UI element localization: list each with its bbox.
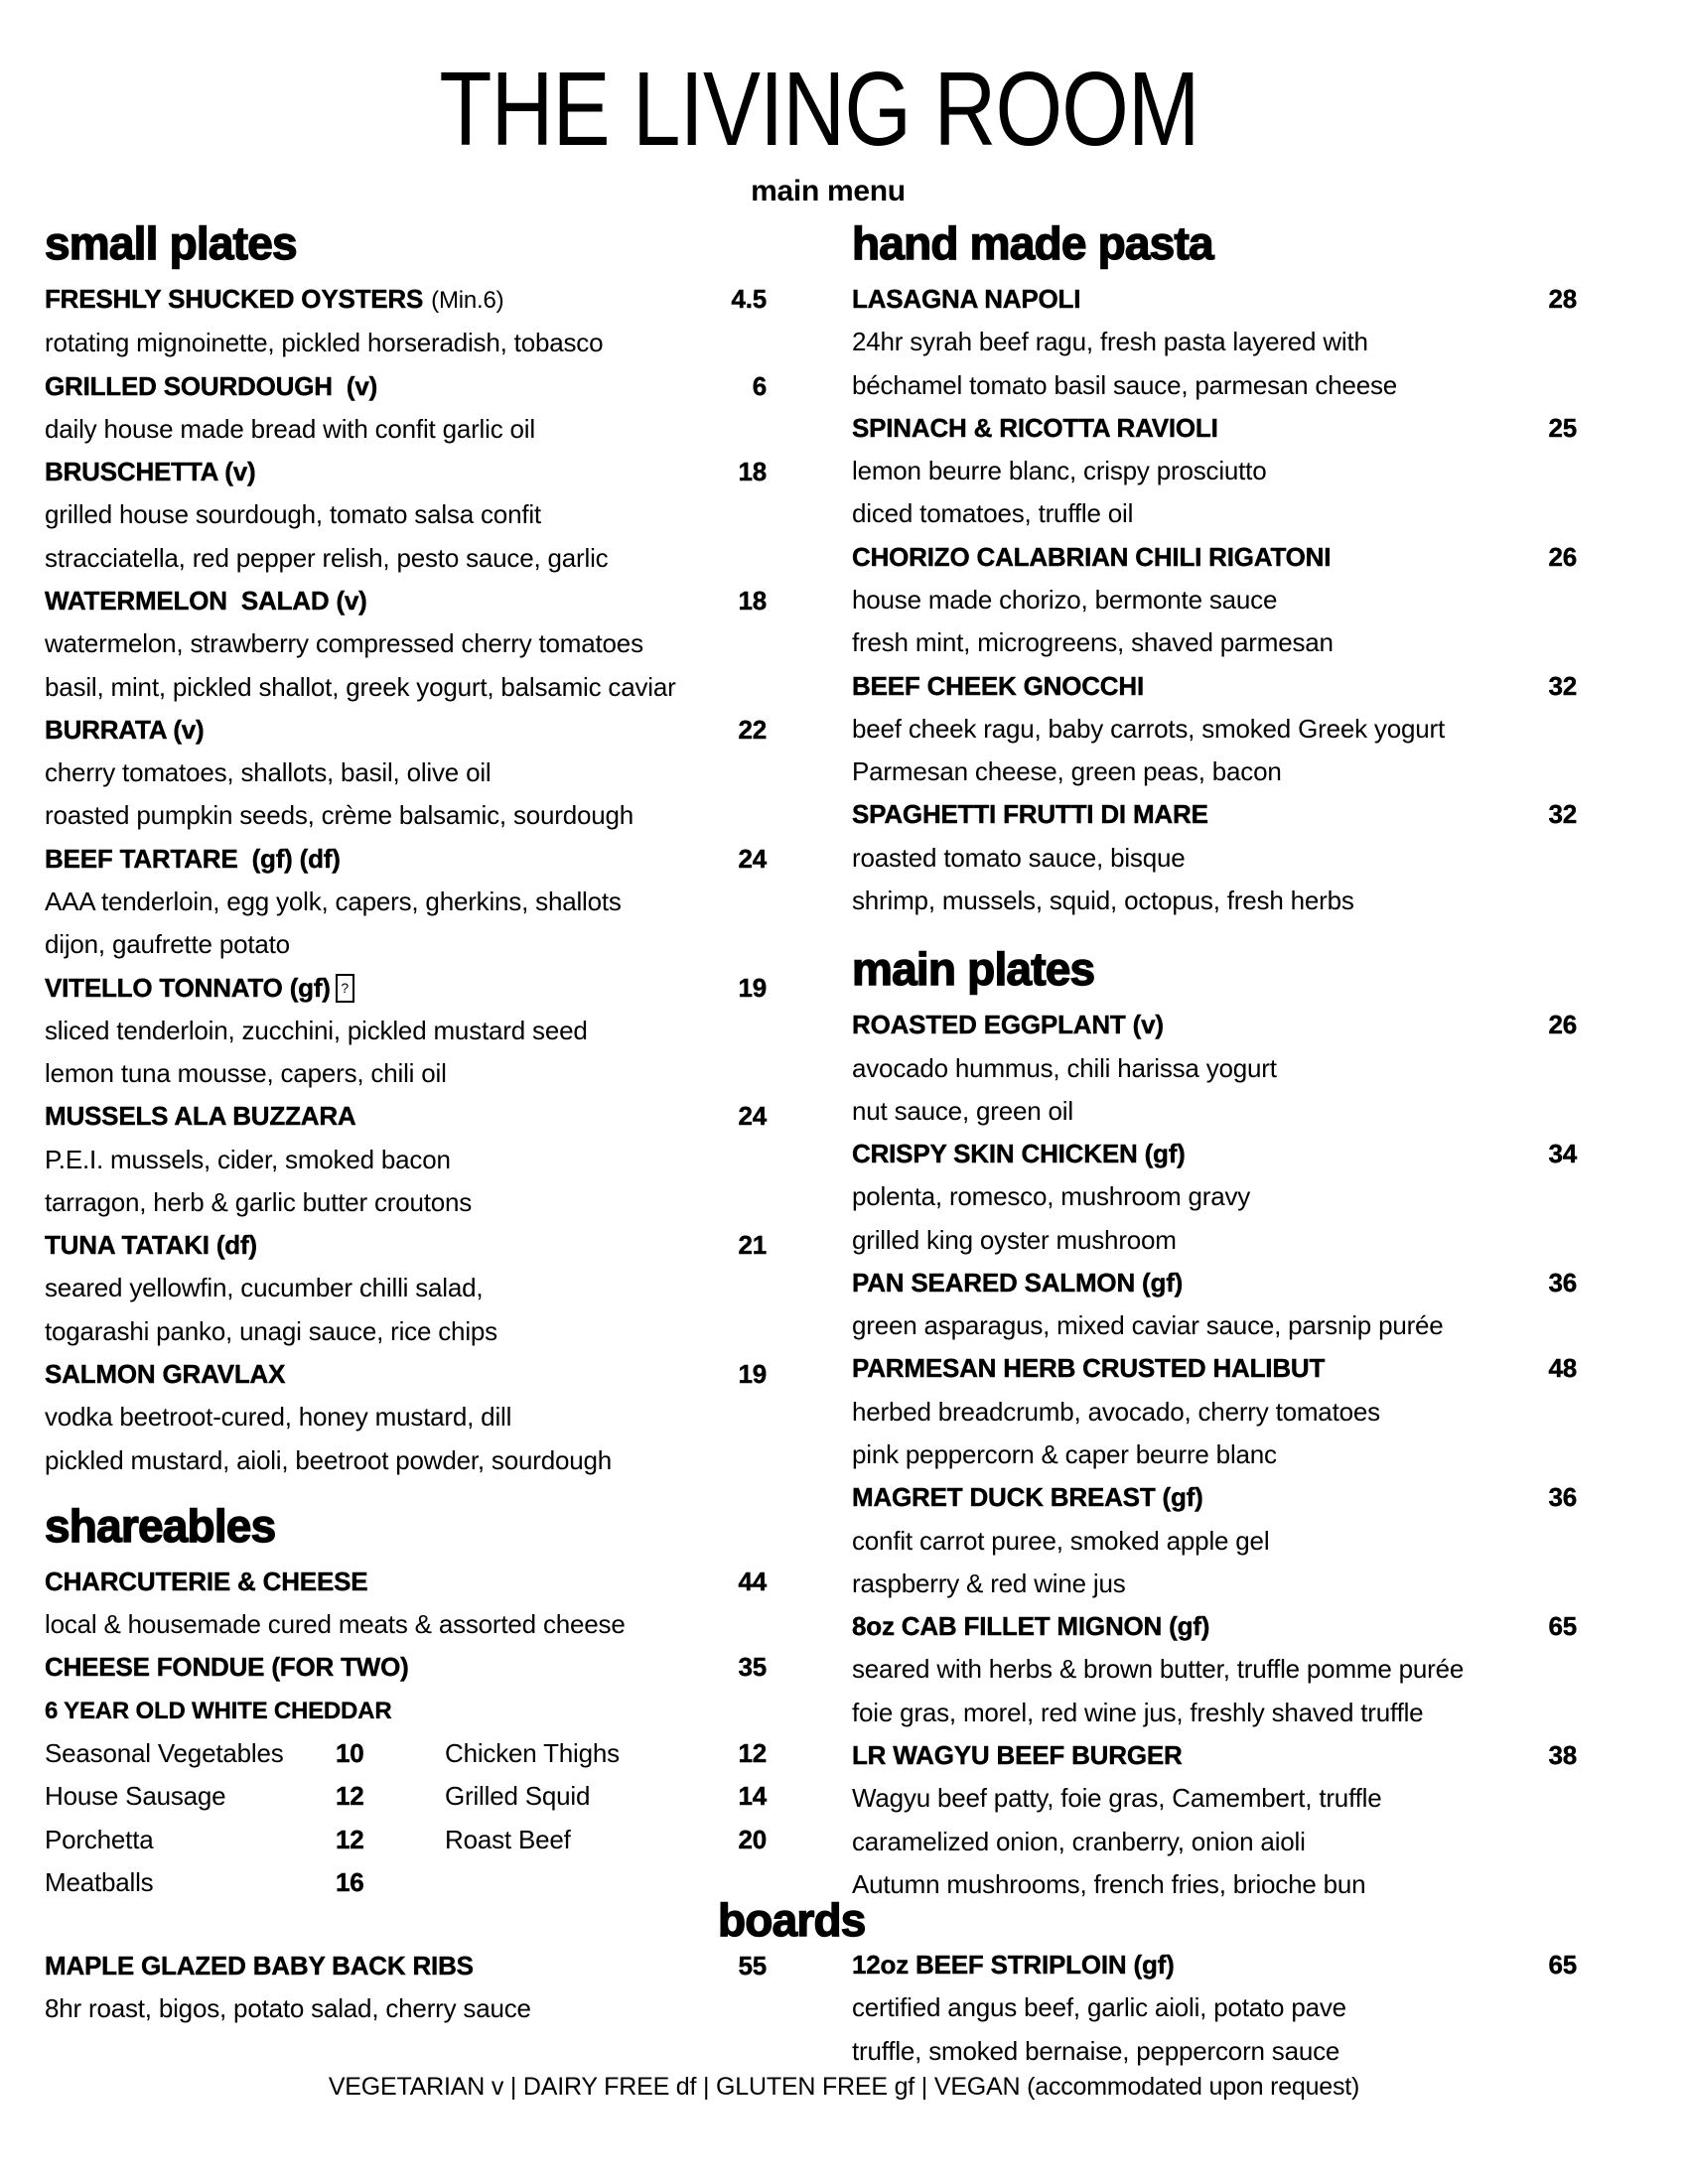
- item-price: 36: [1548, 1267, 1577, 1297]
- addons-row: [45, 1861, 767, 1904]
- item-description: nut sauce, green oil: [852, 1095, 1073, 1126]
- dietary-legend: VEGETARIAN v | DAIRY FREE df | GLUTEN FREE gf | VEGAN (accommodated upon request): [328, 2073, 1360, 2101]
- item-description: vodka beetroot-cured, honey mustard, dill: [45, 1402, 512, 1433]
- item-price: 65: [1548, 1950, 1577, 1980]
- item-name: BEEF CHEEK GNOCCHI: [852, 670, 1144, 701]
- addon-price: 16: [336, 1866, 364, 1897]
- addon-price: 20: [738, 1824, 767, 1854]
- item-description: stracciatella, red pepper relish, pesto sauce, garlic: [45, 542, 609, 573]
- item-price: 34: [1548, 1139, 1577, 1169]
- item-description: P.E.I. mussels, cider, smoked bacon: [45, 1144, 451, 1174]
- item-name: ROASTED EGGPLANT (v): [852, 1010, 1164, 1040]
- missing-glyph-box: ?: [336, 974, 354, 1003]
- item-name-group: [45, 1646, 409, 1689]
- section-heading-hand-made-pasta: hand made pasta: [852, 217, 1213, 269]
- item-description: cherry tomatoes, shallots, basil, olive oil: [45, 757, 492, 788]
- item-price: 35: [738, 1652, 767, 1683]
- item-name: GRILLED SOURDOUGH (v): [45, 370, 378, 401]
- item-description: local & housemade cured meats & assorted cheese: [45, 1609, 626, 1640]
- item-name: SPINACH & RICOTTA RAVIOLI: [852, 412, 1218, 443]
- item-description: grilled house sourdough, tomato salsa confit: [45, 499, 541, 530]
- item-name-group: [852, 1944, 1175, 1986]
- item-price: 21: [738, 1230, 767, 1261]
- menu-item-row: [852, 278, 1577, 321]
- menu-subtitle: main menu: [751, 175, 906, 207]
- item-name: BEEF TARTARE (gf) (df): [45, 843, 341, 874]
- sub-heading: 6 YEAR OLD WHITE CHEDDAR: [45, 1697, 392, 1724]
- item-description: roasted tomato sauce, bisque: [852, 842, 1186, 873]
- item-price: 38: [1548, 1740, 1577, 1770]
- item-description: foie gras, morel, red wine jus, freshly shaved truffle: [852, 1697, 1424, 1727]
- item-name: BRUSCHETTA (v): [45, 457, 256, 487]
- item-description: grilled king oyster mushroom: [852, 1224, 1177, 1255]
- item-name-group: [45, 451, 255, 493]
- menu-item-row: [852, 536, 1577, 579]
- item-price: 26: [1548, 1010, 1577, 1040]
- item-description: togarashi panko, unagi sauce, rice chips: [45, 1315, 497, 1346]
- addon-price: 14: [738, 1781, 767, 1812]
- section-heading-boards: boards: [718, 1894, 866, 1946]
- section-heading-small-plates: small plates: [45, 217, 297, 269]
- item-price: 32: [1548, 670, 1577, 701]
- item-description: watermelon, strawberry compressed cherry tomatoes: [45, 628, 643, 659]
- menu-item-row: [852, 1734, 1577, 1777]
- menu-item-row: [45, 1353, 767, 1396]
- item-name-group: [45, 709, 205, 751]
- item-price: 48: [1548, 1353, 1577, 1384]
- item-description: caramelized onion, cranberry, onion aioli: [852, 1826, 1306, 1856]
- item-description: seared with herbs & brown butter, truffle pomme purée: [852, 1654, 1465, 1685]
- addon-name: Seasonal Vegetables: [45, 1738, 284, 1768]
- menu-item-row: [45, 1224, 767, 1267]
- item-name-group: [852, 665, 1144, 708]
- item-price: 55: [738, 1951, 767, 1981]
- item-name-group: [45, 1095, 355, 1138]
- item-name-group: [852, 1004, 1164, 1046]
- item-name: CHORIZO CALABRIAN CHILI RIGATONI: [852, 541, 1332, 572]
- item-price: 19: [738, 1359, 767, 1390]
- item-price: 32: [1548, 799, 1577, 830]
- item-description: lemon tuna mousse, capers, chili oil: [45, 1058, 447, 1089]
- menu-item-row: [45, 1945, 767, 1987]
- addon-price: 12: [738, 1738, 767, 1768]
- item-name: FRESHLY SHUCKED OYSTERS: [45, 284, 424, 314]
- item-name: SPAGHETTI FRUTTI DI MARE: [852, 799, 1208, 830]
- item-description: green asparagus, mixed caviar sauce, parsnip purée: [852, 1310, 1444, 1341]
- item-description: polenta, romesco, mushroom gravy: [852, 1181, 1251, 1212]
- item-description: daily house made bread with confit garlic oil: [45, 413, 535, 444]
- menu-item-row: [852, 1004, 1577, 1046]
- item-name: LR WAGYU BEEF BURGER: [852, 1740, 1183, 1770]
- page-title: THE LIVING ROOM: [439, 51, 1199, 168]
- item-name-group: [852, 1133, 1186, 1175]
- addon-price: 10: [336, 1738, 364, 1768]
- item-name-group: [45, 1945, 474, 1987]
- item-price: 6: [752, 370, 767, 401]
- item-description: pink peppercorn & caper beurre blanc: [852, 1439, 1277, 1470]
- item-name-group: [852, 793, 1208, 836]
- item-price: 25: [1548, 412, 1577, 443]
- item-name-group: [45, 967, 354, 1010]
- addon-name: Roast Beef: [445, 1824, 571, 1854]
- item-name: MAPLE GLAZED BABY BACK RIBS: [45, 1951, 474, 1981]
- item-description: confit carrot puree, smoked apple gel: [852, 1525, 1270, 1556]
- menu-item-row: [45, 838, 767, 881]
- item-price: 22: [738, 714, 767, 745]
- addon-price: 12: [336, 1824, 364, 1854]
- item-description: 24hr syrah beef ragu, fresh pasta layered with: [852, 327, 1368, 357]
- item-description: certified angus beef, garlic aioli, potato pave: [852, 1992, 1346, 2023]
- addon-price: 12: [336, 1781, 364, 1812]
- item-price: 4.5: [731, 284, 767, 314]
- item-description: diced tomatoes, truffle oil: [852, 498, 1134, 529]
- item-name: CHARCUTERIE & CHEESE: [45, 1566, 368, 1596]
- item-name-group: [852, 1605, 1209, 1648]
- item-name-group: [45, 1353, 285, 1396]
- menu-item-row: [45, 709, 767, 751]
- item-name: LASAGNA NAPOLI: [852, 284, 1081, 314]
- menu-item-row: [852, 1605, 1577, 1648]
- item-description: herbed breadcrumb, avocado, cherry tomatoes: [852, 1396, 1380, 1427]
- menu-item-row: [45, 1095, 767, 1138]
- addon-name: Grilled Squid: [445, 1781, 591, 1812]
- item-description: Autumn mushrooms, french fries, brioche bun: [852, 1868, 1366, 1899]
- menu-item-row: [852, 1476, 1577, 1519]
- item-name: 12oz BEEF STRIPLOIN (gf): [852, 1950, 1175, 1980]
- item-description: raspberry & red wine jus: [852, 1568, 1126, 1598]
- item-name-group: [852, 1347, 1325, 1390]
- item-name-group: [45, 1224, 257, 1267]
- item-name: TUNA TATAKI (df): [45, 1230, 257, 1261]
- item-name: BURRATA (v): [45, 714, 205, 745]
- item-description: dijon, gaufrette potato: [45, 929, 290, 960]
- menu-item-row: [852, 793, 1577, 836]
- item-name: PARMESAN HERB CRUSTED HALIBUT: [852, 1353, 1326, 1384]
- item-name-group: [852, 1734, 1183, 1777]
- item-name-group: [852, 536, 1331, 579]
- item-description: pickled mustard, aioli, beetroot powder, sourdough: [45, 1444, 613, 1475]
- menu-column-left: [45, 217, 767, 2031]
- addon-name: House Sausage: [45, 1781, 226, 1812]
- menu-item-row: [852, 665, 1577, 708]
- item-price: 65: [1548, 1611, 1577, 1642]
- item-name: 8oz CAB FILLET MIGNON (gf): [852, 1611, 1210, 1642]
- addon-name: Porchetta: [45, 1824, 154, 1854]
- menu-column-right: [852, 217, 1577, 2073]
- item-price: 19: [738, 972, 767, 1003]
- item-price: 18: [738, 457, 767, 487]
- item-description: house made chorizo, bermonte sauce: [852, 584, 1278, 614]
- menu-item-row: [45, 365, 767, 408]
- item-description: sliced tenderloin, zucchini, pickled mustard seed: [45, 1015, 588, 1045]
- addons-row: [45, 1775, 767, 1818]
- item-name-group: [852, 407, 1218, 450]
- menu-item-row: [852, 1133, 1577, 1175]
- addon-name: Chicken Thighs: [445, 1738, 620, 1768]
- menu-item-row: [852, 407, 1577, 450]
- item-description: truffle, smoked bernaise, peppercorn sauce: [852, 2035, 1340, 2066]
- item-name: CHEESE FONDUE (FOR TWO): [45, 1652, 409, 1683]
- section-heading-shareables: shareables: [45, 1499, 276, 1552]
- addons-row: [45, 1732, 767, 1775]
- item-name-group: [45, 838, 341, 881]
- item-name: PAN SEARED SALMON (gf): [852, 1267, 1184, 1297]
- item-name: VITELLO TONNATO (gf): [45, 972, 331, 1003]
- item-description: Parmesan cheese, green peas, bacon: [852, 756, 1282, 787]
- item-price: 18: [738, 585, 767, 615]
- item-description: lemon beurre blanc, crispy prosciutto: [852, 456, 1267, 486]
- item-price: 24: [738, 1101, 767, 1132]
- addon-name: Meatballs: [45, 1866, 154, 1897]
- item-description: beef cheek ragu, baby carrots, smoked Greek yogurt: [852, 713, 1445, 744]
- item-description: shrimp, mussels, squid, octopus, fresh herbs: [852, 885, 1354, 915]
- item-name-group: [852, 278, 1080, 321]
- item-description: fresh mint, microgreens, shaved parmesan: [852, 627, 1334, 658]
- menu-item-row: [45, 580, 767, 622]
- section-heading-main-plates: main plates: [852, 943, 1095, 996]
- item-description: avocado hummus, chili harissa yogurt: [852, 1052, 1277, 1083]
- item-name: MAGRET DUCK BREAST (gf): [852, 1482, 1203, 1513]
- menu-item-row: [852, 1347, 1577, 1390]
- item-price: 44: [738, 1566, 767, 1596]
- menu-item-row: [45, 1561, 767, 1603]
- menu-item-row: [45, 278, 767, 322]
- menu-item-row: [852, 1944, 1577, 1986]
- item-name: WATERMELON SALAD (v): [45, 585, 367, 615]
- item-name: MUSSELS ALA BUZZARA: [45, 1101, 356, 1132]
- item-name: CRISPY SKIN CHICKEN (gf): [852, 1139, 1186, 1169]
- item-price: 28: [1548, 284, 1577, 314]
- item-name-group: [45, 278, 503, 322]
- item-name-group: [45, 580, 367, 622]
- item-description: tarragon, herb & garlic butter croutons: [45, 1186, 473, 1217]
- item-description: Wagyu beef patty, foie gras, Camembert, truffle: [852, 1783, 1382, 1814]
- item-description: béchamel tomato basil sauce, parmesan cheese: [852, 369, 1398, 400]
- item-description: seared yellowfin, cucumber chilli salad,: [45, 1273, 484, 1303]
- item-name-group: [852, 1476, 1203, 1519]
- item-price: 26: [1548, 541, 1577, 572]
- item-description: roasted pumpkin seeds, crème balsamic, sourdough: [45, 800, 634, 831]
- addons-row: [45, 1819, 767, 1861]
- menu-item-row: [45, 1646, 767, 1689]
- menu-item-row: [852, 1262, 1577, 1304]
- item-description: AAA tenderloin, egg yolk, capers, gherkins, shallots: [45, 886, 622, 916]
- item-description: 8hr roast, bigos, potato salad, cherry sauce: [45, 1993, 531, 2024]
- item-name-group: [45, 365, 377, 408]
- menu-item-row: [45, 451, 767, 493]
- item-name: SALMON GRAVLAX: [45, 1359, 286, 1390]
- item-price: 24: [738, 843, 767, 874]
- item-price: 36: [1548, 1482, 1577, 1513]
- item-note: (Min.6): [431, 287, 504, 314]
- menu-item-row: [45, 967, 767, 1010]
- item-name-group: [45, 1561, 367, 1603]
- item-name-group: [852, 1262, 1183, 1304]
- item-description: basil, mint, pickled shallot, greek yogurt, balsamic caviar: [45, 671, 676, 702]
- item-description: rotating mignoinette, pickled horseradish, tobasco: [45, 328, 604, 358]
